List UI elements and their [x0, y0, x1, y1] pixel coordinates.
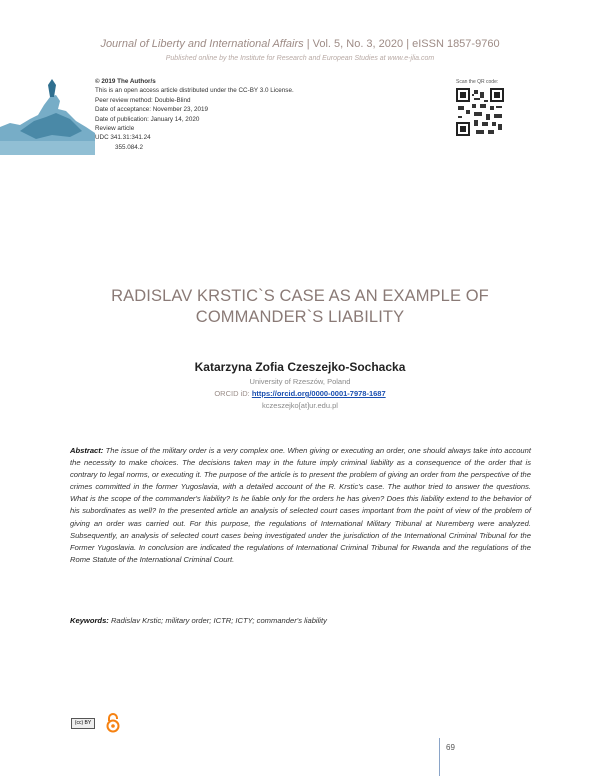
- udc-2: 355.084.2: [115, 143, 144, 151]
- qr-label: Scan the QR code:: [456, 79, 499, 85]
- article-meta: [95, 77, 294, 152]
- license: This is an open access article distributed under the CC-BY 3.0 License.: [95, 87, 294, 95]
- abstract-text: The issue of the military order is a very complex one. When giving or executing an order, one should always take into account the necessity to make choices. The decisions taken may in the future imply criminal liability as a consequence of the order that is contrary to legal norms, or executing it. The purpose of the article is to present the problem of giving an order from the perspective of the crimes committed in the former Yugoslavia, with a detailed account of the R. Krstic's case. The author tried to answer the questions. What is the scope of the commander's liability? Is he liable only for the orders he has given? Does this liability extend to the behavior of his subordinates as well? In the presented article an analysis of selected court cases important from the point of view of the problem of giving an order was carried out. For this purpose, the regulations of International Military Tribunal at Nuremberg were analyzed. Subsequently, an analysis of selected court cases being investigated under the jurisdiction of the International Criminal Tribunal for the Former Yugoslavia. In conclusion are indicated the regulations of International Criminal Tribunal for Rwanda and the regulations of the Rome Statute of the International Criminal Court.: [70, 446, 531, 564]
- publication-date: Date of publication: January 14, 2020: [95, 115, 200, 123]
- abstract: [70, 445, 531, 566]
- keywords-label: Keywords:: [70, 616, 109, 625]
- keywords: [70, 616, 531, 625]
- keywords-text: Radislav Krstic; military order; ICTR; ICTY; commander's liability: [108, 616, 327, 625]
- open-access-icon: [106, 713, 120, 733]
- article-type: Review article: [95, 125, 135, 133]
- page-number: 69: [446, 743, 455, 752]
- affiliation: University of Rzeszów, Poland: [249, 377, 351, 386]
- qr-block: [456, 79, 512, 141]
- statue-logo-icon: [0, 75, 95, 155]
- qr-code-icon[interactable]: [456, 88, 504, 136]
- author-affiliation-block: [0, 376, 600, 412]
- orcid-line: [0, 388, 600, 400]
- article-title: [60, 286, 540, 328]
- journal-header: [0, 38, 600, 50]
- published-line: Published online by the Institute for Research and European Studies at www.e-jlia.com: [165, 55, 435, 62]
- orcid-link[interactable]: https://orcid.org/0000-0001-7978-1687: [251, 389, 386, 398]
- review-method: Peer review method: Double-Blind: [95, 96, 191, 104]
- copyright: © 2019 The Author/s: [95, 78, 156, 85]
- cc-license-badge[interactable]: (cc) BY: [71, 718, 95, 729]
- journal-details: | Vol. 5, No. 3, 2020 | eISSN 1857-9760: [303, 38, 500, 50]
- author-name: Katarzyna Zofia Czeszejko-Sochacka: [194, 360, 406, 374]
- udc-1: UDC 341.31:341.24: [95, 134, 151, 142]
- title-line-2: COMMANDER`S LIABILITY: [195, 308, 405, 326]
- author-email: kczeszejko[at]ur.edu.pl: [262, 401, 338, 410]
- title-line-1: RADISLAV KRSTIC`S CASE AS AN EXAMPLE OF: [111, 287, 489, 305]
- journal-title: Journal of Liberty and International Affairs: [100, 38, 304, 50]
- abstract-label: Abstract:: [70, 446, 104, 455]
- orcid-label: ORCID iD:: [214, 389, 252, 398]
- acceptance-date: Date of acceptance: November 23, 2019: [95, 106, 209, 114]
- page-divider: [439, 738, 440, 776]
